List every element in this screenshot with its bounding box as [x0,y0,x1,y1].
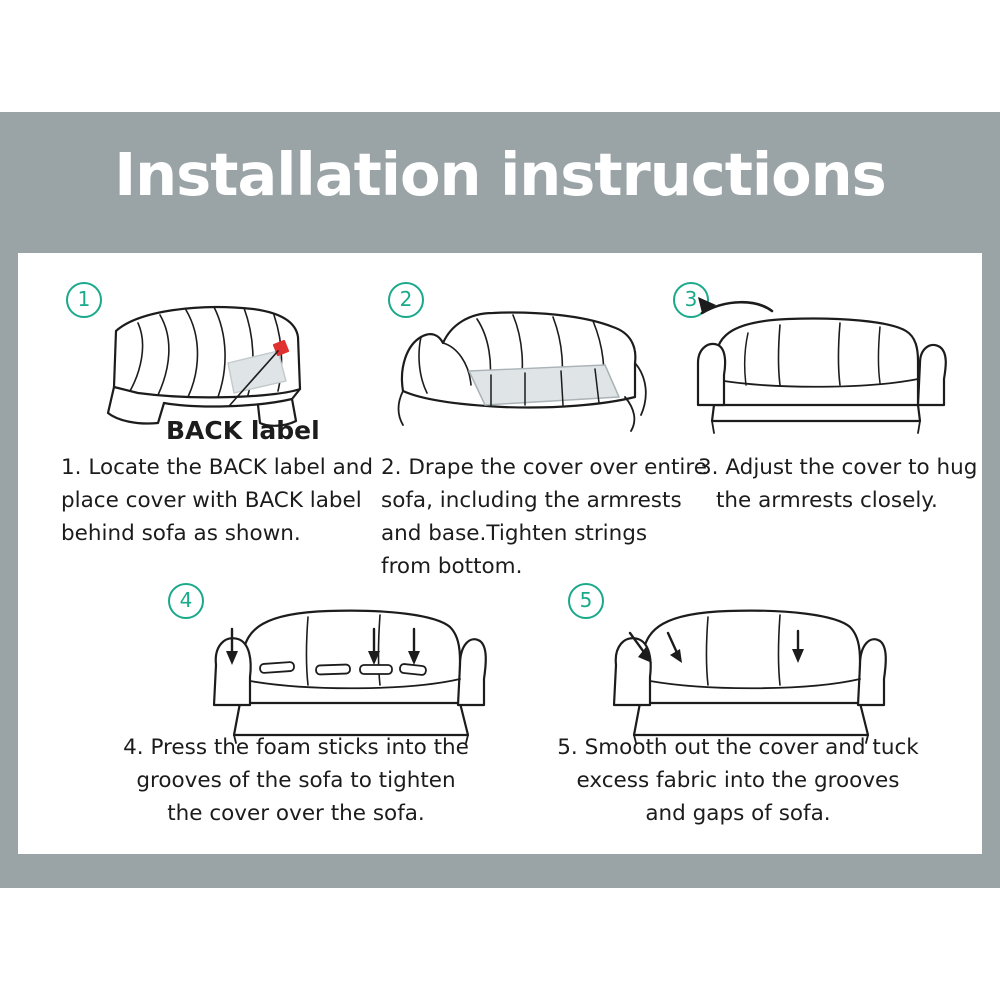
step-5-caption-line-3: and gaps of sofa. [645,801,831,826]
step-badge-5: 5 [568,583,604,619]
step-4-illustration [168,585,488,745]
step-4-caption [96,731,496,830]
step-2-caption-line-1: 2. Drape the cover over entire [381,455,707,480]
step-4-caption-line-2: grooves of the sofa to tighten [136,768,456,793]
step-1-caption-line-1: 1. Locate the BACK label and [61,455,374,480]
step-5-illustration [568,585,888,745]
step-4-caption-line-3: the cover over the sofa. [167,801,425,826]
step-2-caption [373,451,711,583]
step-1-caption-line-3: behind sofa as shown. [61,521,301,546]
step-2-caption-line-4: from bottom. [381,554,523,579]
step-5-caption-line-1: 5. Smooth out the cover and tuck [557,735,919,760]
step-badge-2: 2 [388,282,424,318]
page-title: Installation instructions [114,140,886,209]
step-badge-3: 3 [673,282,709,318]
step-2-caption-line-3: and base.Tighten strings [381,521,648,546]
step-4-caption-line-1: 4. Press the foam sticks into the [123,735,469,760]
step-3-caption [668,451,998,517]
step-5-caption [538,731,938,830]
step-badge-4: 4 [168,583,204,619]
step-3-caption-line-2: the armrests closely. [716,488,938,513]
step-3-caption-line-1: 3. Adjust the cover to hug [698,455,978,480]
instructions-card [18,253,982,854]
step-2-illustration [373,293,663,443]
step-1-caption-line-2: place cover with BACK label [61,488,362,513]
back-label-annotation: BACK label [166,416,320,445]
step-3-illustration [668,293,958,443]
step-1-caption [18,451,381,550]
step-5-caption-line-2: excess fabric into the grooves [576,768,900,793]
step-badge-1: 1 [66,282,102,318]
step-2-caption-line-2: sofa, including the armrests [381,488,682,513]
